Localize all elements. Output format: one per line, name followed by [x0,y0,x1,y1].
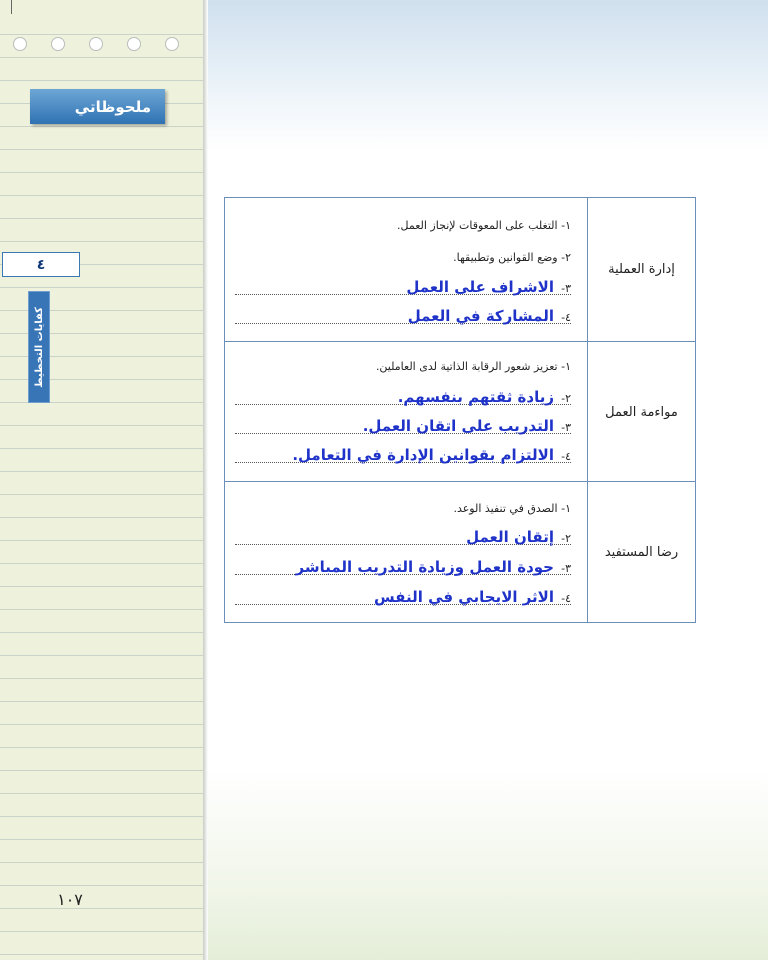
handwritten-answer: الالتزام بقوانين الإدارة في التعامل. [292,446,554,464]
binder-hole [51,37,65,51]
list-item [466,527,571,546]
item-text: تعزيز شعور الرقابة الذاتية لدى العاملين. [375,360,558,373]
notes-title: ملحوظاتي [74,97,151,116]
row-content [225,198,587,341]
item-number: ٣- [561,282,571,295]
list-item [376,360,571,373]
unit-title-tab [28,291,50,403]
handwritten-answer: إتقان العمل [466,528,554,546]
table-row [225,481,695,623]
list-item [374,587,571,606]
item-number: ٣- [561,562,571,575]
list-item [453,251,571,264]
row-label: رضا المستفيد [587,482,695,623]
item-number: ١- [561,360,571,373]
list-item [397,219,571,232]
handwritten-answer: زيادة ثقتهم بنفسهم. [397,388,554,406]
list-item [408,306,571,325]
list-item [292,445,571,464]
item-number: ٤- [561,450,571,463]
list-item [296,557,572,576]
binder-hole [165,37,179,51]
handwritten-answer: الاشراف على العمل [406,278,554,296]
answers-table [224,197,696,623]
row-label: مواءمة العمل [587,342,695,482]
notes-panel [0,0,205,960]
item-number: ٢- [561,392,571,405]
handwritten-answer: التدريب على اتقان العمل. [362,417,554,435]
item-number: ١- [561,219,571,232]
list-item [363,416,571,435]
unit-title: كفايات التخطيط [33,306,45,388]
item-number: ٢- [561,251,571,264]
item-number: ١- [561,502,571,515]
row-label: إدارة العملية [587,198,695,341]
table-row [225,198,695,341]
unit-number: ٤ [36,256,46,273]
binder-hole [89,37,103,51]
binder-hole [13,37,27,51]
page-number: ١٠٧ [57,890,83,909]
list-item [398,387,571,406]
handwritten-answer: المشاركة في العمل [407,307,554,325]
notes-title-tab [30,89,165,124]
item-number: ٣- [561,421,571,434]
table-row [225,341,695,482]
list-item [453,502,571,515]
item-text: الصدق في تنفيذ الوعد. [453,502,558,515]
row-content [225,342,587,482]
item-text: وضع القوانين وتطبيقها. [453,251,558,264]
handwritten-answer: الاثر الايجابي في النفس [373,588,554,606]
item-number: ٤- [561,311,571,324]
list-item [406,277,571,296]
handwritten-answer: جودة العمل وزيادة التدريب المباشر [295,558,554,576]
item-number: ٤- [561,592,571,605]
page-header-gradient [208,0,768,150]
corner-mark [11,0,12,14]
page-footer-gradient [208,770,768,960]
item-text: التغلب على المعوقات لإنجاز العمل. [397,219,558,232]
row-content [225,482,587,623]
unit-number-box [2,252,80,277]
binder-hole [127,37,141,51]
item-number: ٢- [561,532,571,545]
